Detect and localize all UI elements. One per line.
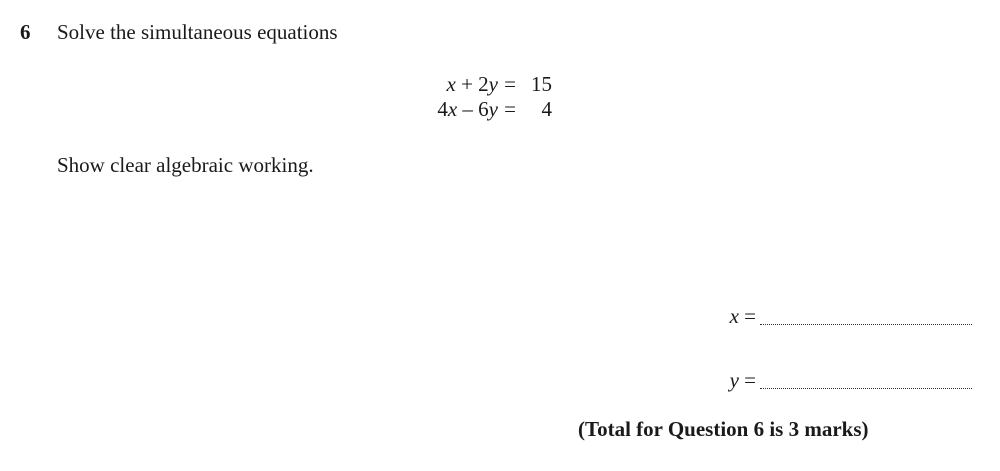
equation-block [400, 72, 552, 122]
question-number: 6 [20, 20, 31, 44]
answer-row-y [700, 368, 972, 392]
equation-1-left: x + 2y [446, 72, 498, 96]
answer-label-x: x = [729, 304, 756, 328]
answer-row-x [700, 304, 972, 328]
equation-2-left: 4x – 6y [437, 97, 498, 121]
equation-1 [400, 72, 552, 97]
equation-2-right: 4 [541, 97, 552, 121]
equation-1-right: 15 [531, 72, 552, 96]
equation-2 [400, 97, 552, 122]
answer-line-x[interactable] [760, 320, 972, 325]
equation-2-equals: = [504, 97, 516, 121]
question-prompt: Solve the simultaneous equations [57, 20, 338, 44]
answer-line-y[interactable] [760, 384, 972, 389]
total-marks: (Total for Question 6 is 3 marks) [578, 417, 869, 441]
answer-label-y: y = [729, 368, 756, 392]
equation-1-equals: = [504, 72, 516, 96]
instruction-text: Show clear algebraic working. [57, 153, 314, 177]
